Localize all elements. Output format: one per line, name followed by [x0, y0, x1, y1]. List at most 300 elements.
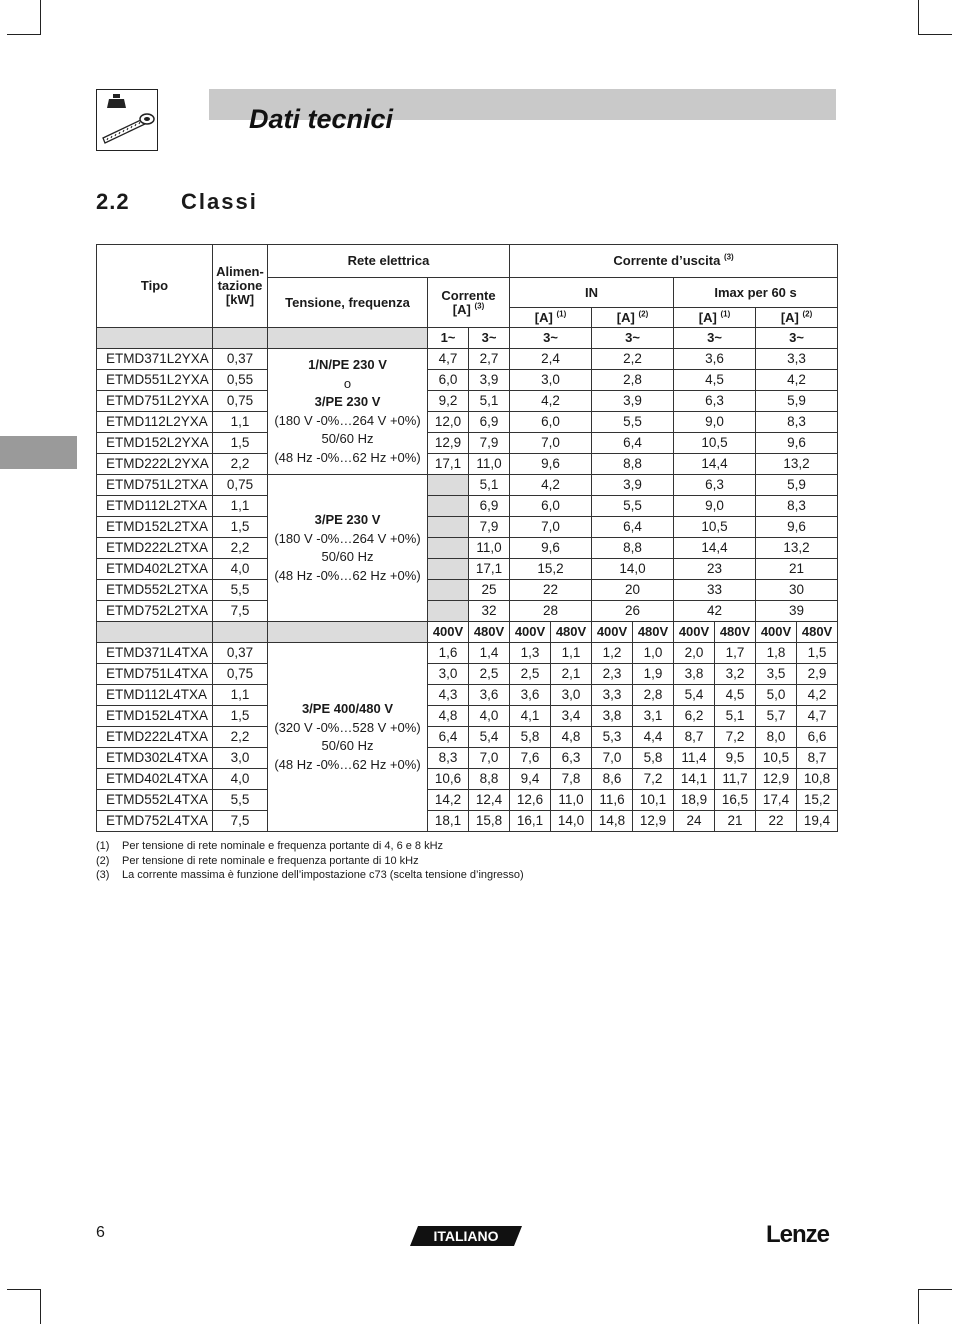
voltage-label: 480V [551, 622, 592, 643]
table-cell: 9,6 [510, 538, 592, 559]
table-cell: 17,4 [756, 790, 797, 811]
table-cell: 3,5 [756, 664, 797, 685]
table-cell: 14,2 [428, 790, 469, 811]
table-cell: 2,3 [592, 664, 633, 685]
table-cell: 11,0 [469, 538, 510, 559]
table-row [97, 769, 838, 790]
power-cell: 5,5 [213, 580, 268, 601]
type-cell: ETMD112L2TXA [97, 496, 213, 517]
table-cell: 2,5 [469, 664, 510, 685]
table-cell: 4,2 [797, 685, 838, 706]
table-cell: 4,1 [510, 706, 551, 727]
header-alim-line1: Alimen- [216, 264, 264, 279]
rete-elettrica-cell [268, 349, 428, 475]
table-cell: 5,9 [756, 391, 838, 412]
table-cell: 6,0 [510, 412, 592, 433]
section-number: 2.2 [96, 189, 130, 214]
table-cell: 14,8 [592, 811, 633, 832]
table-cell: 3,0 [551, 685, 592, 706]
table-cell: 3,3 [592, 685, 633, 706]
type-cell: ETMD752L2TXA [97, 601, 213, 622]
table-cell: 10,5 [756, 748, 797, 769]
type-cell: ETMD222L4TXA [97, 727, 213, 748]
table-cell: 2,7 [469, 349, 510, 370]
power-cell: 4,0 [213, 769, 268, 790]
spacer-cell [428, 496, 469, 517]
voltage-label: 400V [756, 622, 797, 643]
table-cell: 8,8 [469, 769, 510, 790]
technical-data-icon [96, 89, 158, 151]
footnotes [96, 839, 524, 883]
table-cell: 4,7 [797, 706, 838, 727]
table-cell: 8,3 [756, 412, 838, 433]
side-tab-marker [0, 436, 77, 469]
table-cell: 2,9 [797, 664, 838, 685]
table-cell: 4,8 [551, 727, 592, 748]
header-rete-elettrica: Rete elettrica [268, 245, 510, 278]
footnote-ref: (2) [638, 309, 649, 319]
type-cell: ETMD152L2TXA [97, 517, 213, 538]
table-cell: 5,8 [510, 727, 551, 748]
table-cell: 3,6 [674, 349, 756, 370]
footnote-ref: (1) [720, 309, 731, 319]
power-cell: 7,5 [213, 811, 268, 832]
table-cell: 11,0 [551, 790, 592, 811]
table-row [97, 538, 838, 559]
table-cell: 6,3 [674, 475, 756, 496]
table-cell: 11,0 [469, 454, 510, 475]
table-cell: 16,1 [510, 811, 551, 832]
crop-mark [40, 0, 41, 34]
language-label: ITALIANO [433, 1228, 499, 1244]
table-cell: 3,6 [469, 685, 510, 706]
table-cell: 14,0 [551, 811, 592, 832]
language-badge [410, 1226, 522, 1246]
table-cell: 4,3 [428, 685, 469, 706]
table-cell: 4,8 [428, 706, 469, 727]
power-cell: 2,2 [213, 454, 268, 475]
spacer-cell [97, 622, 213, 643]
table-row [97, 811, 838, 832]
table-cell: 9,2 [428, 391, 469, 412]
table-cell: 1,9 [633, 664, 674, 685]
table-cell: 1,8 [756, 643, 797, 664]
table-cell: 11,4 [674, 748, 715, 769]
type-cell: ETMD112L2YXA [97, 412, 213, 433]
table-cell: 15,8 [469, 811, 510, 832]
unit-a: [A] [780, 309, 799, 325]
crop-mark [918, 1289, 919, 1324]
footnote-ref: (1) [556, 309, 567, 319]
type-cell: ETMD751L2TXA [97, 475, 213, 496]
table-row [97, 412, 838, 433]
table-cell: 22 [510, 580, 592, 601]
table-cell: 18,9 [674, 790, 715, 811]
table-row [97, 391, 838, 412]
type-cell: ETMD402L4TXA [97, 769, 213, 790]
table-cell: 5,1 [469, 475, 510, 496]
header-in-a1 [510, 308, 592, 328]
header-corrente [428, 278, 510, 328]
table-cell: 3,2 [715, 664, 756, 685]
power-cell: 0,55 [213, 370, 268, 391]
section-title: Classi [181, 189, 258, 214]
phase-label: 1~ [428, 328, 469, 349]
table-row [97, 748, 838, 769]
type-cell: ETMD371L4TXA [97, 643, 213, 664]
unit-a: [A] [616, 309, 635, 325]
table-cell: 13,2 [756, 538, 838, 559]
phase-label: 3~ [469, 328, 510, 349]
table-cell: 6,0 [428, 370, 469, 391]
unit-a: [A] [534, 309, 553, 325]
table-cell: 8,7 [674, 727, 715, 748]
header-imax: Imax per 60 s [674, 278, 838, 308]
power-cell: 1,1 [213, 685, 268, 706]
footnote [96, 839, 524, 854]
table-cell: 2,2 [592, 349, 674, 370]
voltage-label: 400V [510, 622, 551, 643]
header-imax-a2 [756, 308, 838, 328]
table-cell: 14,4 [674, 454, 756, 475]
table-cell: 8,8 [592, 454, 674, 475]
table-cell: 39 [756, 601, 838, 622]
table-cell: 1,4 [469, 643, 510, 664]
type-cell: ETMD302L4TXA [97, 748, 213, 769]
table-row [97, 727, 838, 748]
table-cell: 5,4 [674, 685, 715, 706]
table-cell: 3,8 [592, 706, 633, 727]
footnote-number: (3) [96, 869, 110, 881]
footnote-number: (1) [96, 840, 110, 852]
table-cell: 19,4 [797, 811, 838, 832]
table-cell: 2,5 [510, 664, 551, 685]
table-cell: 2,4 [510, 349, 592, 370]
spacer-cell [428, 475, 469, 496]
crop-mark [40, 1289, 41, 1324]
table-cell: 2,8 [633, 685, 674, 706]
power-cell: 2,2 [213, 538, 268, 559]
table-cell: 8,6 [592, 769, 633, 790]
type-cell: ETMD751L2YXA [97, 391, 213, 412]
table-cell: 9,4 [510, 769, 551, 790]
crop-mark [918, 1289, 952, 1290]
table-cell: 6,3 [551, 748, 592, 769]
table-cell: 14,1 [674, 769, 715, 790]
type-cell: ETMD751L4TXA [97, 664, 213, 685]
table-cell: 4,5 [674, 370, 756, 391]
voltage-label: 480V [469, 622, 510, 643]
table-cell: 11,7 [715, 769, 756, 790]
table-cell: 10,1 [633, 790, 674, 811]
table-row [97, 454, 838, 475]
table-cell: 15,2 [510, 559, 592, 580]
spacer-cell [428, 517, 469, 538]
table-cell: 28 [510, 601, 592, 622]
header-in-a2 [592, 308, 674, 328]
rete-line: 3/PE 230 V [314, 512, 381, 527]
power-cell: 1,5 [213, 706, 268, 727]
crop-mark [7, 1289, 41, 1290]
power-cell: 0,37 [213, 349, 268, 370]
header-imax-a1 [674, 308, 756, 328]
table-row [97, 370, 838, 391]
type-cell: ETMD402L2TXA [97, 559, 213, 580]
header-alim-line2: tazione [217, 278, 263, 293]
spacer-cell [97, 328, 213, 349]
table-cell: 7,6 [510, 748, 551, 769]
type-cell: ETMD371L2YXA [97, 349, 213, 370]
table-cell: 3,1 [633, 706, 674, 727]
table-cell: 1,3 [510, 643, 551, 664]
table-cell: 6,3 [674, 391, 756, 412]
table-cell: 10,6 [428, 769, 469, 790]
table-cell: 4,5 [715, 685, 756, 706]
table-cell: 3,3 [756, 349, 838, 370]
table-cell: 22 [756, 811, 797, 832]
table-cell: 12,9 [428, 433, 469, 454]
type-cell: ETMD752L4TXA [97, 811, 213, 832]
table-row [97, 349, 838, 370]
voltage-label: 400V [592, 622, 633, 643]
table-row [97, 622, 838, 643]
table-cell: 11,6 [592, 790, 633, 811]
table-cell: 9,5 [715, 748, 756, 769]
crop-mark [918, 0, 919, 34]
table-cell: 9,6 [756, 517, 838, 538]
rete-line: (180 V -0%…264 V +0%) [274, 530, 421, 546]
table-cell: 30 [756, 580, 838, 601]
power-cell: 2,2 [213, 727, 268, 748]
footnote-ref: (3) [723, 252, 734, 262]
table-cell: 13,2 [756, 454, 838, 475]
power-cell: 1,1 [213, 412, 268, 433]
table-cell: 4,2 [756, 370, 838, 391]
header-alimentazione [213, 245, 268, 328]
type-cell: ETMD552L2TXA [97, 580, 213, 601]
table-cell: 25 [469, 580, 510, 601]
table-cell: 17,1 [469, 559, 510, 580]
power-cell: 0,37 [213, 643, 268, 664]
table-cell: 7,0 [592, 748, 633, 769]
type-cell: ETMD152L2YXA [97, 433, 213, 454]
table-row [97, 664, 838, 685]
table-cell: 20 [592, 580, 674, 601]
table-cell: 7,9 [469, 433, 510, 454]
type-cell: ETMD552L4TXA [97, 790, 213, 811]
table-cell: 4,0 [469, 706, 510, 727]
rete-line: (48 Hz -0%…62 Hz +0%) [274, 756, 421, 772]
table-cell: 8,0 [756, 727, 797, 748]
footnote [96, 868, 524, 883]
power-cell: 0,75 [213, 391, 268, 412]
table-cell: 15,2 [797, 790, 838, 811]
table-cell: 1,0 [633, 643, 674, 664]
type-cell: ETMD551L2YXA [97, 370, 213, 391]
table-cell: 4,2 [510, 475, 592, 496]
table-cell: 3,9 [592, 475, 674, 496]
table-cell: 10,5 [674, 517, 756, 538]
rete-line: 50/60 Hz [321, 738, 374, 753]
table-row [97, 643, 838, 664]
unit-a: [A] [698, 309, 717, 325]
technical-data-table [96, 244, 838, 832]
type-cell: ETMD222L2TXA [97, 538, 213, 559]
table-cell: 8,8 [592, 538, 674, 559]
table-cell: 5,4 [469, 727, 510, 748]
rete-line: (320 V -0%…528 V +0%) [274, 719, 421, 735]
spacer-cell [268, 328, 428, 349]
table-cell: 6,6 [797, 727, 838, 748]
table-cell: 4,4 [633, 727, 674, 748]
spacer-cell [428, 580, 469, 601]
type-cell: ETMD152L4TXA [97, 706, 213, 727]
header-corrente-unit: [A] [452, 301, 471, 317]
table-row [97, 559, 838, 580]
power-cell: 5,5 [213, 790, 268, 811]
header-corrente-uscita [510, 245, 838, 278]
table-cell: 6,4 [592, 517, 674, 538]
table-cell: 5,5 [592, 496, 674, 517]
footnote [96, 854, 524, 869]
type-cell: ETMD222L2YXA [97, 454, 213, 475]
spacer-cell [428, 538, 469, 559]
footnote-ref: (3) [474, 301, 485, 311]
table-cell: 3,9 [592, 391, 674, 412]
table-cell: 7,0 [469, 748, 510, 769]
power-cell: 0,75 [213, 664, 268, 685]
power-cell: 7,5 [213, 601, 268, 622]
table-cell: 7,8 [551, 769, 592, 790]
table-cell: 8,3 [428, 748, 469, 769]
crop-mark [918, 34, 952, 35]
power-cell: 0,75 [213, 475, 268, 496]
header-tipo: Tipo [97, 245, 213, 328]
table-cell: 5,8 [633, 748, 674, 769]
table-row [97, 790, 838, 811]
table-cell: 3,9 [469, 370, 510, 391]
table-cell: 21 [715, 811, 756, 832]
voltage-label: 480V [797, 622, 838, 643]
voltage-label: 400V [428, 622, 469, 643]
rete-line: 50/60 Hz [321, 431, 374, 446]
table-cell: 12,4 [469, 790, 510, 811]
table-cell: 6,9 [469, 412, 510, 433]
power-cell: 3,0 [213, 748, 268, 769]
table-cell: 5,3 [592, 727, 633, 748]
table-cell: 12,0 [428, 412, 469, 433]
table-cell: 26 [592, 601, 674, 622]
phase-label: 3~ [756, 328, 838, 349]
table-cell: 5,5 [592, 412, 674, 433]
table-cell: 12,6 [510, 790, 551, 811]
power-cell: 1,5 [213, 433, 268, 454]
table-cell: 9,6 [756, 433, 838, 454]
table-cell: 1,5 [797, 643, 838, 664]
rete-line: o [343, 375, 352, 391]
table-cell: 3,0 [510, 370, 592, 391]
table-cell: 7,2 [633, 769, 674, 790]
table-cell: 7,0 [510, 433, 592, 454]
table-cell: 6,4 [428, 727, 469, 748]
spacer-cell [213, 622, 268, 643]
table-cell: 3,0 [428, 664, 469, 685]
table-cell: 3,6 [510, 685, 551, 706]
table-cell: 23 [674, 559, 756, 580]
table-cell: 2,8 [592, 370, 674, 391]
table-cell: 4,7 [428, 349, 469, 370]
table-cell: 6,4 [592, 433, 674, 454]
footnote-text: La corrente massima è funzione dell’impostazione c73 (scelta tensione d’ingresso) [122, 869, 524, 881]
table-cell: 8,3 [756, 496, 838, 517]
table-cell: 6,0 [510, 496, 592, 517]
table-cell: 33 [674, 580, 756, 601]
page-title: Dati tecnici [249, 104, 394, 134]
rete-line: (48 Hz -0%…62 Hz +0%) [274, 449, 421, 465]
table-row [97, 601, 838, 622]
lenze-logo: Lenze [766, 1221, 830, 1248]
table-cell: 7,0 [510, 517, 592, 538]
header-alim-unit: [kW] [225, 292, 255, 307]
voltage-label: 400V [674, 622, 715, 643]
table-row [97, 517, 838, 538]
table-cell: 8,7 [797, 748, 838, 769]
phase-label: 3~ [510, 328, 592, 349]
table-cell: 10,5 [674, 433, 756, 454]
rete-elettrica-cell [268, 475, 428, 622]
table-cell: 1,6 [428, 643, 469, 664]
spacer-cell [428, 559, 469, 580]
table-cell: 32 [469, 601, 510, 622]
rete-line: 50/60 Hz [321, 549, 374, 564]
rete-line: 3/PE 400/480 V [301, 701, 394, 716]
table-cell: 3,4 [551, 706, 592, 727]
table-cell: 2,1 [551, 664, 592, 685]
power-cell: 1,1 [213, 496, 268, 517]
table-cell: 18,1 [428, 811, 469, 832]
table-cell: 6,2 [674, 706, 715, 727]
table-cell: 12,9 [633, 811, 674, 832]
footnote-number: (2) [96, 854, 110, 867]
table-cell: 14,0 [592, 559, 674, 580]
header-in: IN [510, 278, 674, 308]
phase-label: 3~ [674, 328, 756, 349]
table-cell: 5,1 [715, 706, 756, 727]
table-cell: 2,0 [674, 643, 715, 664]
rete-elettrica-cell [268, 643, 428, 832]
table-cell: 42 [674, 601, 756, 622]
footnote-text: Per tensione di rete nominale e frequenza portante di 10 kHz [122, 854, 419, 867]
footnote-text: Per tensione di rete nominale e frequenza portante di 4, 6 e 8 kHz [122, 840, 444, 852]
table-row [97, 706, 838, 727]
spacer-cell [428, 601, 469, 622]
table-cell: 9,0 [674, 496, 756, 517]
table-cell: 9,6 [510, 454, 592, 475]
voltage-label: 480V [633, 622, 674, 643]
table-cell: 5,1 [469, 391, 510, 412]
table-cell: 1,2 [592, 643, 633, 664]
header-corrente-uscita-label: Corrente d’uscita [613, 253, 721, 268]
type-cell: ETMD112L4TXA [97, 685, 213, 706]
power-cell: 4,0 [213, 559, 268, 580]
rete-line: 3/PE 230 V [314, 394, 381, 409]
rete-line: (48 Hz -0%…62 Hz +0%) [274, 567, 421, 583]
table-cell: 12,9 [756, 769, 797, 790]
table-cell: 14,4 [674, 538, 756, 559]
rete-line: (180 V -0%…264 V +0%) [274, 412, 421, 428]
table-row [97, 433, 838, 454]
table-cell: 5,9 [756, 475, 838, 496]
